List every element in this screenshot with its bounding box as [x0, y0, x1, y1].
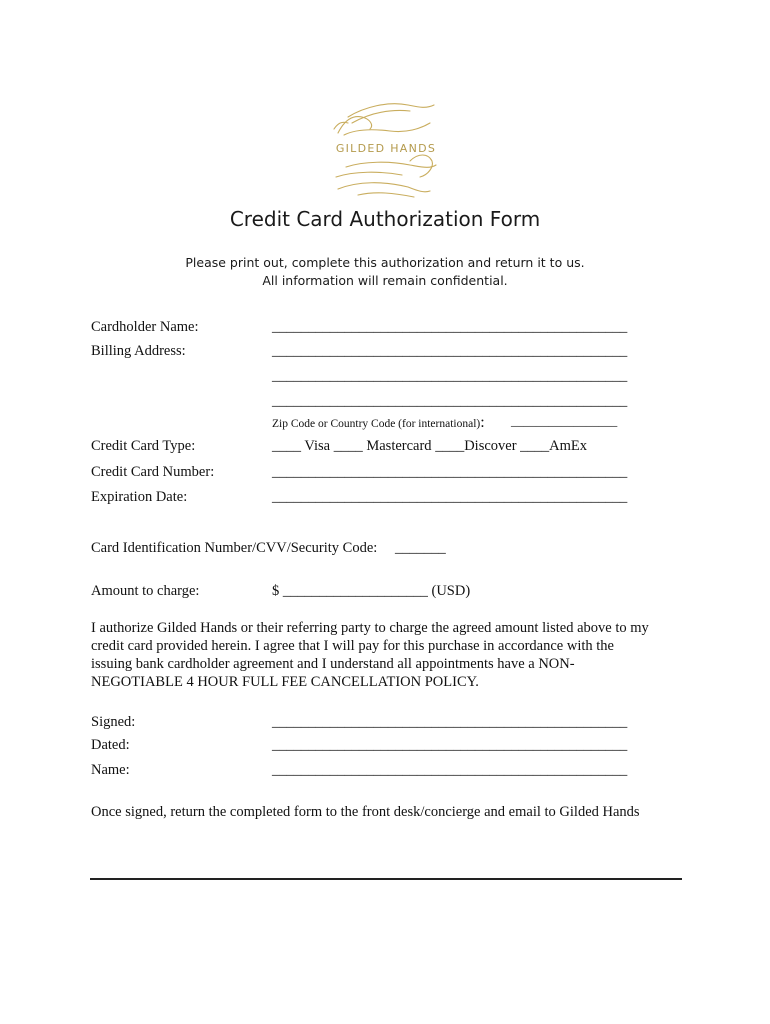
- cardholder-name-label: Cardholder Name:: [91, 319, 199, 335]
- date-field[interactable]: _________________________________________________: [272, 737, 628, 753]
- name-label: Name:: [91, 762, 130, 778]
- instructions-line-2: All information will remain confidential.: [262, 273, 508, 288]
- authorization-line-4: NEGOTIABLE 4 HOUR FULL FEE CANCELLATION POLICY.: [91, 674, 479, 690]
- signed-label: Signed:: [91, 714, 136, 730]
- name-field[interactable]: _________________________________________________: [272, 762, 628, 778]
- card-number-label: Credit Card Number:: [91, 464, 215, 480]
- card-type-options: [272, 438, 587, 455]
- cardholder-name-field[interactable]: _________________________________________________: [272, 319, 628, 335]
- zip-code-label: Zip Code or Country Code (for international): [272, 418, 481, 430]
- cvv-field[interactable]: _______: [395, 540, 446, 556]
- cvv-label: Card Identification Number/CVV/Security Code:: [91, 540, 378, 556]
- billing-address-line-1[interactable]: _________________________________________________: [272, 343, 628, 359]
- authorization-line-1: I authorize Gilded Hands or their referring party to charge the agreed amount listed above to my: [91, 620, 649, 636]
- billing-address-label: Billing Address:: [91, 343, 186, 359]
- amount-row: [272, 583, 470, 600]
- instructions-line-1: Please print out, complete this authorization and return it to us.: [185, 255, 585, 270]
- zip-code-field[interactable]: _________________: [511, 414, 618, 428]
- authorization-line-3: issuing bank cardholder agreement and I understand all appointments have a NON-: [91, 656, 575, 672]
- amount-field[interactable]: ____________________: [282, 583, 428, 599]
- zip-code-colon: :: [480, 414, 485, 431]
- mastercard-checkbox[interactable]: ____: [333, 438, 363, 454]
- currency-label: (USD): [431, 583, 471, 599]
- amount-label: Amount to charge:: [91, 583, 200, 599]
- authorization-text: [91, 619, 691, 691]
- dollar-sign: $: [272, 583, 280, 599]
- expiration-date-label: Expiration Date:: [91, 489, 188, 505]
- card-type-label: Credit Card Type:: [91, 438, 196, 454]
- return-instructions: Once signed, return the completed form to the front desk/concierge and email to Gilded Hands: [91, 804, 640, 820]
- bottom-divider: [90, 878, 682, 880]
- dated-label: Dated:: [91, 737, 130, 753]
- authorization-line-2: credit card provided herein. I agree that I will pay for this purchase in accordance with the: [91, 638, 614, 654]
- discover-checkbox[interactable]: ____: [435, 438, 465, 454]
- amex-checkbox[interactable]: ____: [520, 438, 550, 454]
- brand-name: GILDED HANDS: [335, 142, 437, 155]
- billing-address-line-2[interactable]: _________________________________________________: [272, 368, 628, 384]
- card-number-field[interactable]: _________________________________________________: [272, 464, 628, 480]
- expiration-date-field[interactable]: _________________________________________________: [272, 489, 628, 505]
- mastercard-option: Mastercard: [366, 438, 432, 454]
- page-title: Credit Card Authorization Form: [229, 207, 541, 231]
- discover-option: Discover: [464, 438, 517, 454]
- visa-checkbox[interactable]: ____: [272, 438, 301, 454]
- billing-address-line-3[interactable]: _________________________________________________: [272, 393, 628, 409]
- gilded-hands-logo: [330, 95, 442, 205]
- visa-option: Visa: [304, 438, 331, 454]
- zip-code-row: [272, 414, 485, 432]
- amex-option: AmEx: [549, 438, 588, 454]
- signature-field[interactable]: _________________________________________________: [272, 714, 628, 730]
